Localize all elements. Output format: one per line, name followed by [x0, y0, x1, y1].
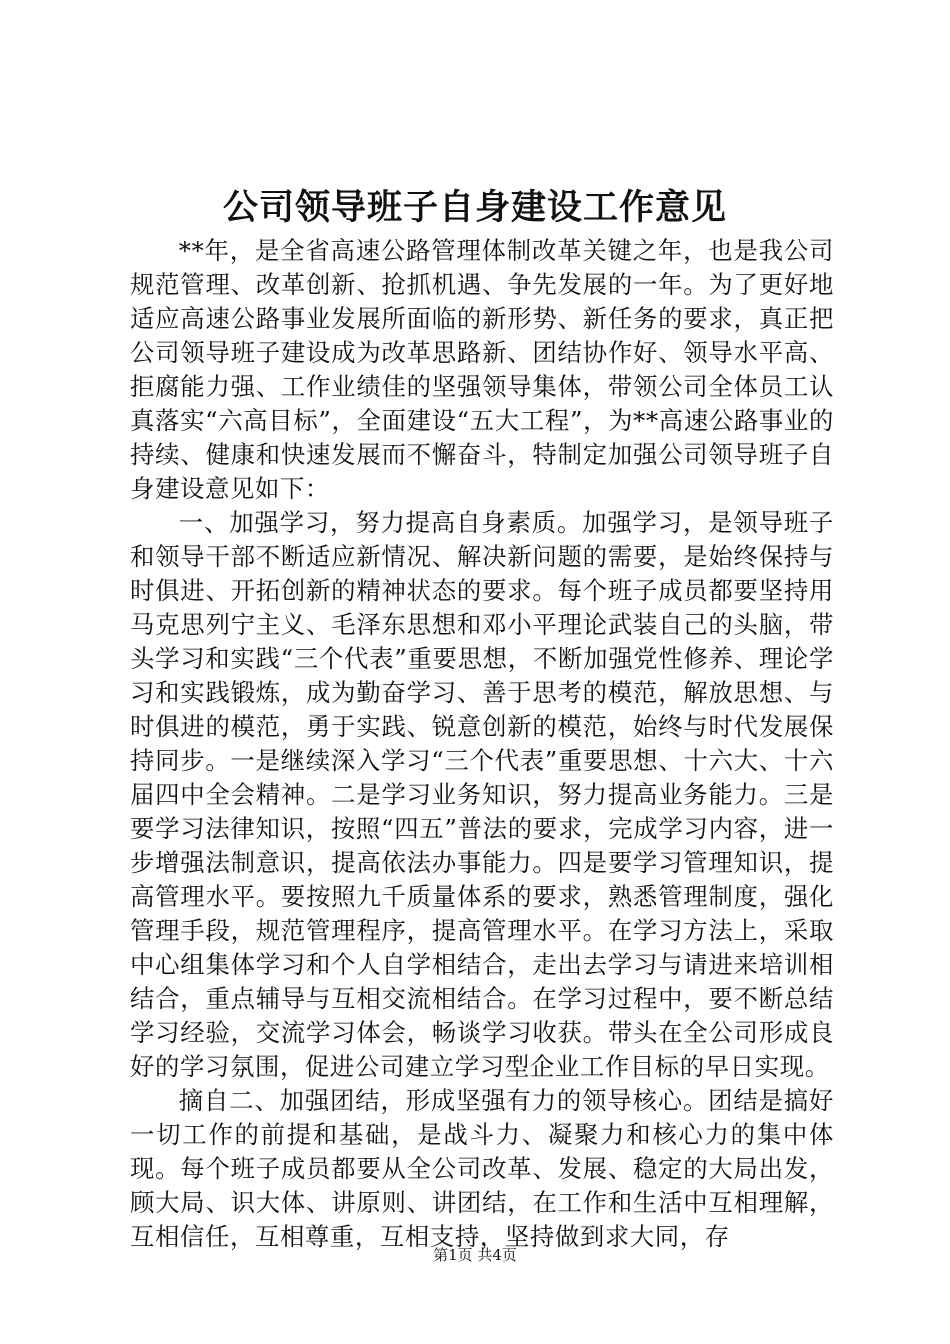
document-title: 公司领导班子自身建设工作意见: [222, 187, 727, 228]
paragraph-intro: **年，是全省高速公路管理体制改革关键之年，也是我公司规范管理、改革创新、抢抓机遇、争先发展的一年。为了更好地适应高速公路事业发展所面临的新形势、新任务的要求，真正把公司领导班子建设成为改革思路新、团结协作好、领导水平高、拒腐能力强、工作业绩佳的坚强领导集体，带领公司全体员工认真落实“六高目标”，全面建设“五大工程”，为**高速公路事业的持续、健康和快速发展而不懈奋斗，特制定加强公司领导班子自身建设意见如下：: [130, 236, 834, 503]
paragraph-section-2: 摘自二、加强团结，形成坚强有力的领导核心。团结是搞好一切工作的前提和基础，是战斗力、凝聚力和核心力的集中体现。每个班子成员都要从全公司改革、发展、稳定的大局出发，顾大局、识大体、讲原则、讲团结，在工作和生活中互相理解，互相信任，互相尊重，互相支持，坚持做到求大同，存: [130, 1086, 834, 1251]
page-number-footer: 第1页 共4页: [433, 1246, 517, 1264]
paragraph-section-1: 一、加强学习，努力提高自身素质。加强学习，是领导班子和领导干部不断适应新情况、解决新问题的需要，是始终保持与时俱进、开拓创新的精神状态的要求。每个班子成员都要坚持用马克思列宁主义、毛泽东思想和邓小平理论武装自己的头脑，带头学习和实践“三个代表”重要思想，不断加强党性修养、理论学习和实践锻炼，成为勤奋学习、善于思考的模范，解放思想、与时俱进的模范，勇于实践、锐意创新的模范，始终与时代发展保持同步。一是继续深入学习“三个代表”重要思想、十六大、十六届四中全会精神。二是学习业务知识，努力提高业务能力。三是要学习法律知识，按照“四五”普法的要求，完成学习内容，进一步增强法制意识，提高依法办事能力。四是要学习管理知识，提高管理水平。要按照九千质量体系的要求，熟悉管理制度，强化管理手段，规范管理程序，提高管理水平。在学习方法上，采取中心组集体学习和个人自学相结合，走出去学习与请进来培训相结合，重点辅导与互相交流相结合。在学习过程中，要不断总结学习经验，交流学习体会，畅谈学习收获。带头在全公司形成良好的学习氛围，促进公司建立学习型企业工作目标的早日实现。: [130, 508, 834, 1081]
document-body: [130, 234, 834, 1254]
